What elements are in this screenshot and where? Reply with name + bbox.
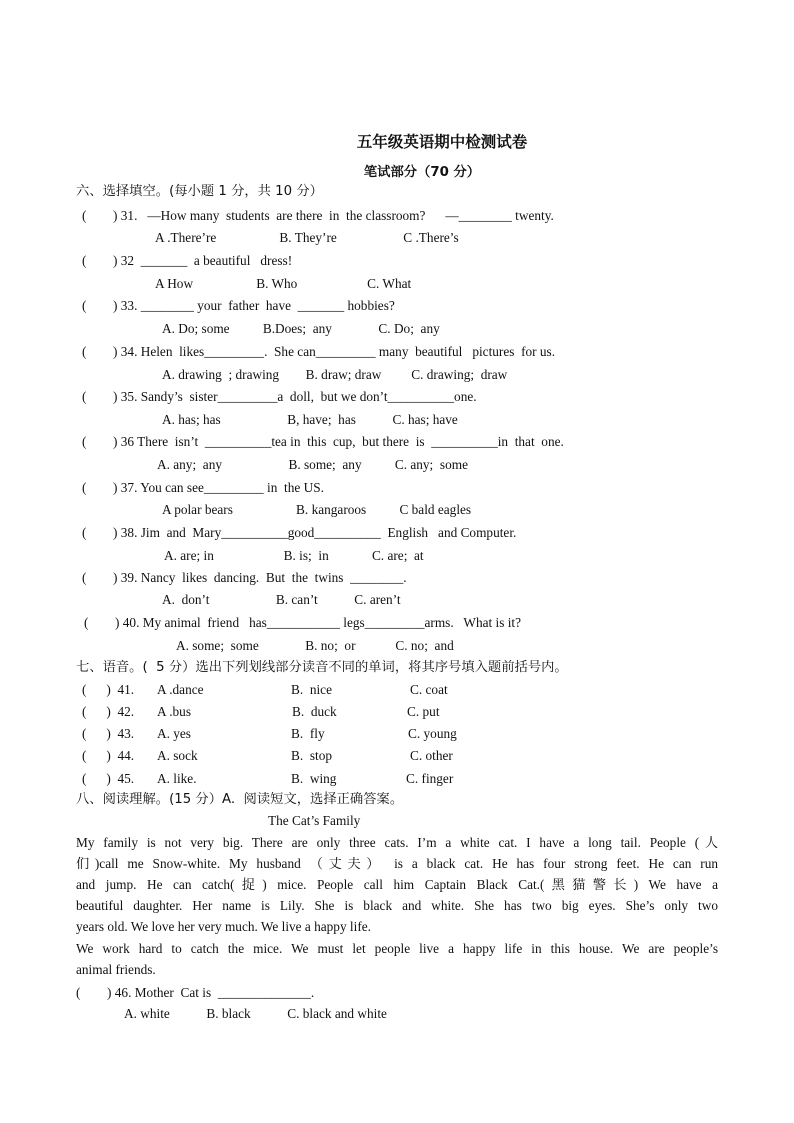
question-40: ( ) 40. My animal friend has___________ legs_________arms. What is it? [84,615,522,630]
story-p1-line-3: and jump. He can catch(捉) mice. People call him Captain Black Cat.(黑猫警长) We have a [76,877,718,892]
story-p1-line-4: beautiful daughter. Her name is Lily. She is black and white. She has two big eyes. She’s only two [76,898,718,913]
question-45-option-c: C. finger [406,771,454,786]
question-33: ( ) 33. ________ your father have _______ hobbies? [82,298,395,313]
question-43-number: ( ) 43. [82,726,135,741]
question-45-option-a: A. like. [157,771,197,786]
question-45-number: ( ) 45. [82,771,135,786]
question-44-number: ( ) 44. [82,748,135,763]
question-31: ( ) 31. —How many students are there in the classroom? —________ twenty. [82,208,554,223]
question-34-options: A. drawing ; drawing B. draw; draw C. drawing; draw [162,367,508,382]
page-subtitle: 笔试部分（70 分） [363,165,481,180]
question-44-option-c: C. other [410,748,453,763]
question-33-options: A. Do; some B.Does; any C. Do; any [162,321,440,336]
question-46: ( ) 46. Mother Cat is ______________. [76,985,315,1000]
question-36: ( ) 36 There isn’t __________tea in this cup, but there is __________in that one. [82,434,564,449]
story-paragraph-2 [76,938,718,980]
page-title: 五年级英语期中检测试卷 [356,133,528,151]
question-43-option-b: B. fly [291,726,325,741]
story-p1-line-5: years old. We love her very much. We live a happy life. [76,919,371,934]
question-42-option-c: C. put [407,704,440,719]
question-44-option-b: B. stop [291,748,333,763]
question-39: ( ) 39. Nancy likes dancing. But the twins ________. [82,570,407,585]
question-36-options: A. any; any B. some; any C. any; some [157,457,468,472]
question-37-options: A polar bears B. kangaroos C bald eagles [162,502,472,517]
question-41-option-a: A .dance [157,682,204,697]
question-38: ( ) 38. Jim and Mary__________good__________ English and Computer. [82,525,517,540]
question-38-options: A. are; in B. is; in C. are; at [164,548,424,563]
question-34: ( ) 34. Helen likes_________. She can_________ many beautiful pictures for us. [82,344,556,359]
question-42-option-b: B. duck [292,704,337,719]
question-41-option-c: C. coat [410,682,448,697]
story-p2-line-2: animal friends. [76,962,156,977]
story-title: The Cat’s Family [268,813,361,828]
question-31-options: A .There’re B. They’re C .There’s [155,230,459,245]
story-paragraph-1 [76,832,718,937]
section-6-heading: 六、选择填空。(每小题 1 分，共 10 分） [76,184,323,199]
question-44-option-a: A. sock [157,748,198,763]
question-43-option-c: C. young [408,726,457,741]
question-32-options: A How B. Who C. What [155,276,412,291]
question-46-options: A. white B. black C. black and white [124,1006,387,1021]
story-p2-line-1: We work hard to catch the mice. We must let people live a happy life in this house. We are people’s [76,941,718,956]
question-43-option-a: A. yes [157,726,191,741]
question-40-options: A. some; some B. no; or C. no; and [176,638,454,653]
section-8-heading: 八、阅读理解。(15 分）A. 阅读短文，选择正确答案。 [76,792,404,807]
question-41-option-b: B. nice [291,682,332,697]
question-35: ( ) 35. Sandy’s sister_________a doll, but we don’t__________one. [82,389,477,404]
story-p1-line-2: 们)call me Snow-white. My husband （丈夫） is a black cat. He has four strong feet. He can run [76,856,718,871]
question-41-number: ( ) 41. [82,682,135,697]
question-39-options: A. don’t B. can’t C. aren’t [162,592,401,607]
story-p1-line-1: My family is not very big. There are only three cats. I’m a white cat. I have a long tail. People (人 [76,835,718,850]
question-35-options: A. has; has B, have; has C. has; have [162,412,458,427]
question-45-option-b: B. wing [291,771,337,786]
question-37: ( ) 37. You can see_________ in the US. [82,480,324,495]
section-7-heading: 七、语音。( 5 分）选出下列划线部分读音不同的单词，将其序号填入题前括号内。 [76,660,568,675]
question-32: ( ) 32 _______ a beautiful dress! [82,253,293,268]
question-42-option-a: A .bus [157,704,191,719]
question-42-number: ( ) 42. [82,704,135,719]
